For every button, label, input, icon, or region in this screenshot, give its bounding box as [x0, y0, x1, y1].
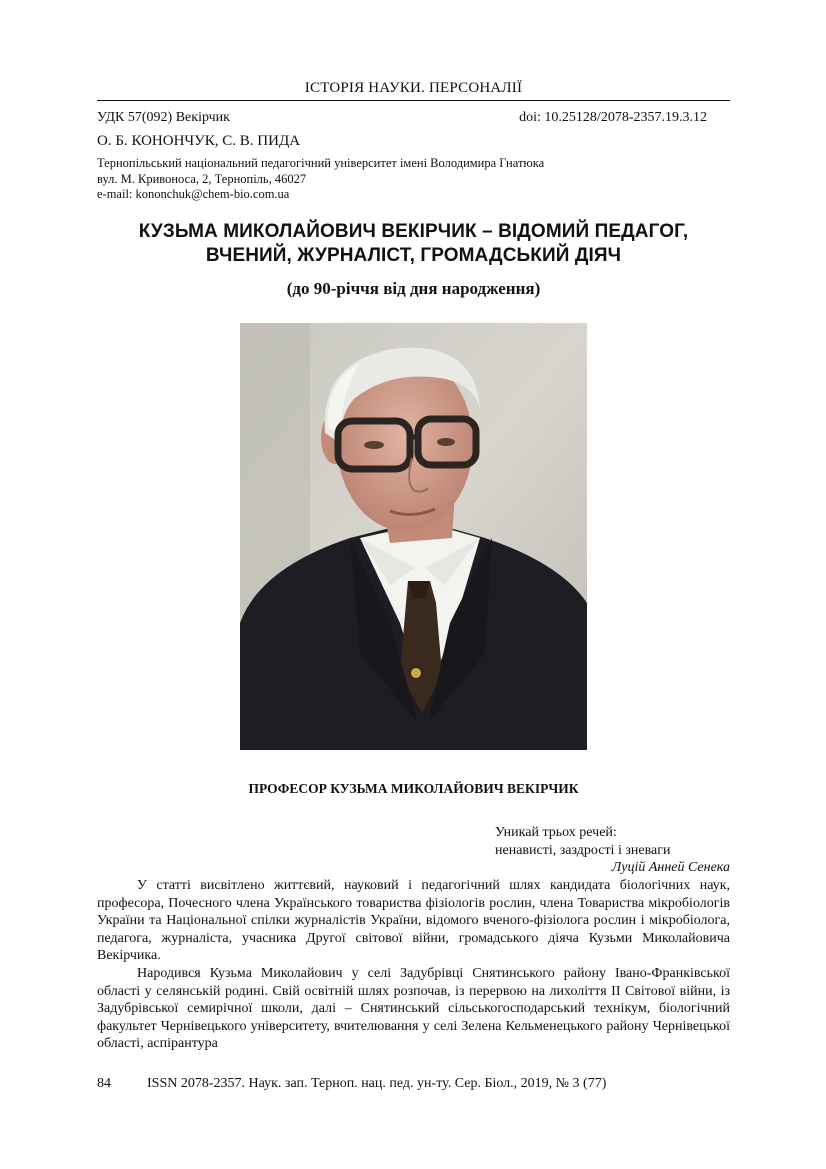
page-footer: [97, 1076, 606, 1092]
journal-citation: ISSN 2078-2357. Наук. зап. Терноп. нац. пед. ун-ту. Сер. Біол., 2019, № 3 (77): [147, 1076, 607, 1091]
doi[interactable]: doi: 10.25128/2078-2357.19.3.12: [519, 110, 707, 125]
affiliation: [97, 156, 544, 203]
paragraph-2: Народився Кузьма Миколайович у селі Задубрівці Снятинського району Івано-Франківської області у селянській родині. Свій освітній шлях розпочав, із перервою на лихоліття ІІ Світової війни, із Задубрівської семирічної школи, далі – Снятинський сільськогосподарський технікум, біологічний факультет Чернівецького університету, вчителювання у селі Зелена Кельменецького району Чернівецької області, аспірантура: [97, 965, 730, 1052]
institution: Тернопільський національний педагогічний університет імені Володимира Гнатюка: [97, 156, 545, 170]
paragraph-1: У статті висвітлено життєвий, науковий і педагогічний шлях кандидата біологічних наук, професора, Почесного члена Українського товариства фізіологів рослин, члена Товариства мікробіологів України та Національної спілки журналістів України, відомого вченого-фізіолога рослин і мікробіолога, педагога, журналіста, учасника Другої світової війни, громадського діяча Кузьми Миколайовича Векірчика.: [97, 878, 730, 964]
title-line-2: ВЧЕНИЙ, ЖУРНАЛІСТ, ГРОМАДСЬКИЙ ДІЯЧ: [205, 245, 622, 266]
article-title: [97, 220, 730, 268]
udc-code: УДК 57(092) Векірчик: [97, 110, 230, 125]
page-number: 84: [97, 1076, 111, 1091]
article-body: [97, 877, 730, 1053]
title-line-1: КУЗЬМА МИКОЛАЙОВИЧ ВЕКІРЧИК – ВІДОМИЙ ПЕДАГОГ,: [138, 221, 689, 242]
section-title: ПРОФЕСОР КУЗЬМА МИКОЛАЙОВИЧ ВЕКІРЧИК: [248, 781, 579, 796]
epigraph: [495, 824, 670, 860]
authors: О. Б. КОНОНЧУК, С. В. ПИДА: [97, 133, 301, 149]
epigraph-author: Луцій Анней Сенека: [611, 860, 730, 875]
email[interactable]: e-mail: kononchuk@chem-bio.com.ua: [97, 187, 290, 201]
running-header: ІСТОРІЯ НАУКИ. ПЕРСОНАЛІЇ: [304, 80, 523, 96]
meta-row: [97, 110, 707, 126]
header-rule: [97, 100, 730, 101]
address: вул. М. Кривоноса, 2, Тернопіль, 46027: [97, 171, 307, 186]
article-subtitle: (до 90-річчя від дня народження): [286, 279, 541, 298]
epigraph-line-2: ненависті, заздрості і зневаги: [495, 843, 671, 858]
epigraph-line-1: Уникай трьох речей:: [495, 825, 617, 840]
portrait-photo: [240, 323, 587, 750]
